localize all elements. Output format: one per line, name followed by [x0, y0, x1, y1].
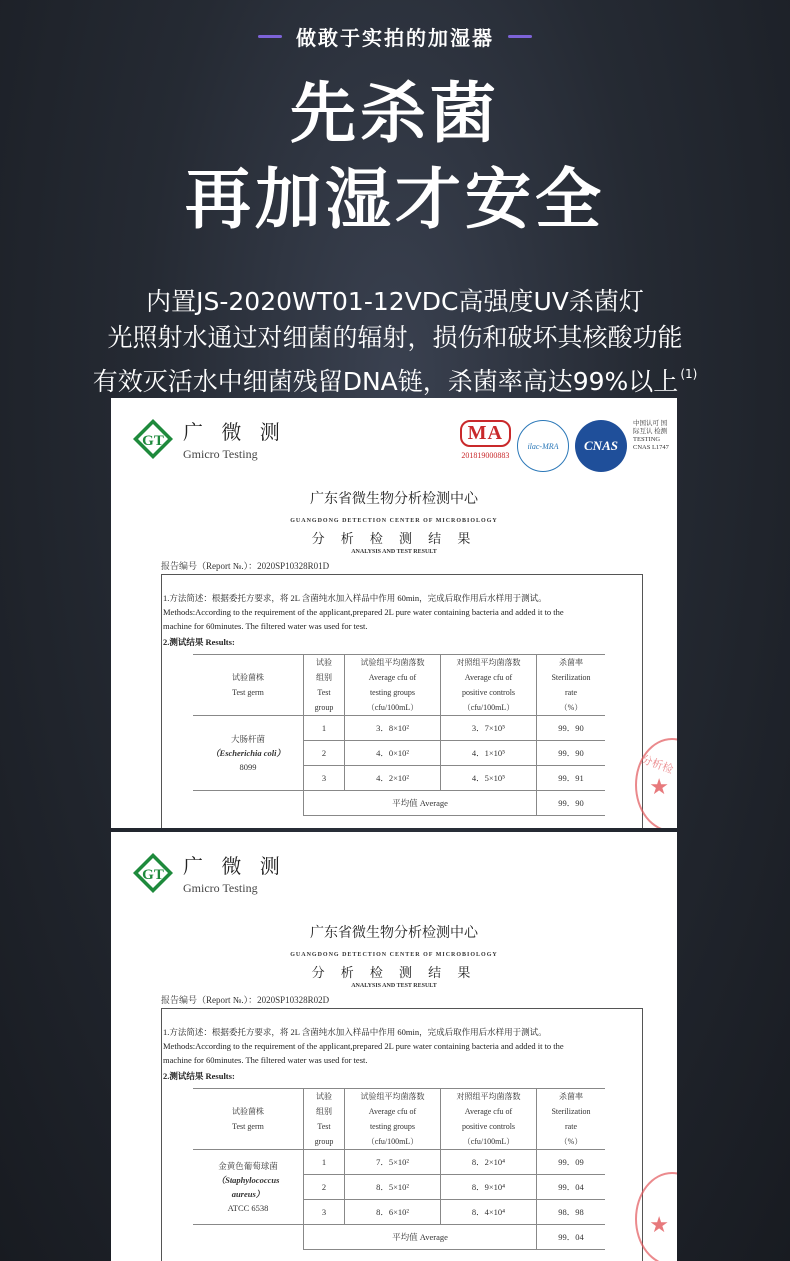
tagline [0, 18, 790, 54]
report-number: 报告编号（Report №.）：2020SP10328R01D [161, 561, 330, 571]
org-name-cn: 广东省微生物分析检测中心 [310, 491, 478, 507]
cell-control: 3．7×10⁵ [441, 716, 537, 741]
method-en-1: Methods:According to the requirement of the applicant,prepared 2L pure water containing bacteria and added it to the [163, 607, 564, 617]
header-control-group: 对照组平均菌落数 Average cfu of positive controls （cfu/100mL） [441, 655, 537, 716]
description-line-3-text: 有效灭活水中细菌残留DNA链，杀菌率高达99%以上 [92, 367, 679, 396]
header-test-group: 试验组平均菌落数 Average cfu of testing groups （cfu/100mL） [345, 655, 441, 716]
germ-cell: 金黄色葡萄球菌 （Staphylococcus aureus） ATCC 6538 [193, 1150, 304, 1225]
results-table [193, 654, 605, 816]
cell-control: 4．5×10⁵ [441, 766, 537, 791]
certification-marks [460, 420, 669, 472]
header-germ: 试验菌株 Test germ [193, 1089, 304, 1150]
gmicro-logo [131, 850, 286, 896]
tagline-text: 做敢于实拍的加湿器 [296, 25, 494, 50]
right-dash [508, 35, 532, 38]
cell-rate: 99．91 [537, 766, 606, 791]
table-row [193, 716, 605, 741]
method-cn: 1.方法简述：根据委托方要求，将 2L 含菌纯水加入样品中作用 60min，完成后取作用后水样用于测试。 [163, 1027, 547, 1037]
cell-test: 4．0×10² [345, 741, 441, 766]
cell-test: 8．5×10² [345, 1175, 441, 1200]
cell-rate: 98．98 [537, 1200, 606, 1225]
results-label: 2.测试结果 Results: [163, 1071, 235, 1081]
header-test-group: 试验组平均菌落数 Average cfu of testing groups （cfu/100mL） [345, 1089, 441, 1150]
cell-test: 4．2×10² [345, 766, 441, 791]
footnote-marker: (1) [680, 367, 698, 381]
stamp-star-icon: ★ [649, 1212, 669, 1237]
average-row [193, 1225, 605, 1250]
cell-rate: 99．09 [537, 1150, 606, 1175]
logo-cn: 广 微 测 [183, 854, 286, 878]
org-name-en: GUANGDONG DETECTION CENTER OF MICROBIOLOGY [290, 518, 498, 524]
cell-group: 1 [304, 1150, 345, 1175]
description-line-3 [0, 356, 790, 400]
cell-control: 8．9×10⁴ [441, 1175, 537, 1200]
results-table [193, 1088, 605, 1250]
average-label: 平均值 Average [304, 791, 537, 816]
header-control-group: 对照组平均菌落数 Average cfu of positive controls （cfu/100mL） [441, 1089, 537, 1150]
cell-test: 3．8×10² [345, 716, 441, 741]
headline-line-2: 再加湿才安全 [185, 161, 605, 238]
header-rate: 杀菌率 Sterilization rate （%） [537, 1089, 606, 1150]
method-cn: 1.方法简述：根据委托方要求，将 2L 含菌纯水加入样品中作用 60min，完成后取作用后水样用于测试。 [163, 593, 547, 603]
cell-control: 8．2×10⁴ [441, 1150, 537, 1175]
ilac-mra-icon: ilac-MRA [517, 420, 569, 472]
result-title-cn: 分 析 检 测 结 果 [311, 532, 477, 547]
cell-rate: 99．90 [537, 716, 606, 741]
germ-cell: 大肠杆菌 （Escherichia coli） 8099 [193, 716, 304, 791]
cell-test: 8．6×10² [345, 1200, 441, 1225]
cnas-text: 中国认可 国际互认 检测 TESTING CNAS L1747 [633, 420, 669, 451]
header-germ: 试验菌株 Test germ [193, 655, 304, 716]
cell-rate: 99．04 [537, 1175, 606, 1200]
header-rate: 杀菌率 Sterilization rate （%） [537, 655, 606, 716]
result-title-cn: 分 析 检 测 结 果 [311, 966, 477, 981]
method-en-1: Methods:According to the requirement of the applicant,prepared 2L pure water containing bacteria and added it to the [163, 1041, 564, 1051]
average-value: 99．04 [537, 1225, 606, 1250]
cell-group: 2 [304, 741, 345, 766]
gt-logo-icon [131, 851, 175, 895]
stamp-star-icon: ★ [649, 774, 669, 799]
header-group: 试验 组别 Test group [304, 655, 345, 716]
header-group: 试验 组别 Test group [304, 1089, 345, 1150]
svg-text:GT: GT [142, 867, 164, 883]
cma-icon: MA [460, 420, 511, 447]
table-header-row [193, 1089, 605, 1150]
cell-control: 4．1×10⁵ [441, 741, 537, 766]
test-report-1 [111, 398, 677, 828]
headline-line-1: 先杀菌 [290, 75, 500, 152]
org-name-en: GUANGDONG DETECTION CENTER OF MICROBIOLOGY [290, 952, 498, 958]
table-row [193, 1150, 605, 1175]
gt-logo-icon [131, 417, 175, 461]
result-title-en: ANALYSIS AND TEST RESULT [351, 549, 437, 555]
org-name-cn: 广东省微生物分析检测中心 [310, 925, 478, 941]
cma-mark [460, 420, 511, 460]
description-line-2: 光照射水通过对细菌的辐射，损伤和破坏其核酸功能 [107, 323, 683, 352]
cell-group: 1 [304, 716, 345, 741]
cell-control: 8．4×10⁴ [441, 1200, 537, 1225]
logo-en: Gmicro Testing [183, 447, 258, 461]
left-dash [258, 35, 282, 38]
average-label: 平均值 Average [304, 1225, 537, 1250]
cell-group: 3 [304, 766, 345, 791]
cell-test: 7．5×10² [345, 1150, 441, 1175]
svg-text:GT: GT [142, 433, 164, 449]
method-en-2: machine for 60minutes. The filtered water was used for test. [163, 1055, 368, 1065]
average-row [193, 791, 605, 816]
cell-group: 2 [304, 1175, 345, 1200]
test-report-2 [111, 832, 677, 1261]
cell-group: 3 [304, 1200, 345, 1225]
cell-rate: 99．90 [537, 741, 606, 766]
result-title-en: ANALYSIS AND TEST RESULT [351, 983, 437, 989]
logo-en: Gmicro Testing [183, 881, 258, 895]
logo-cn: 广 微 测 [183, 420, 286, 444]
description-line-1: 内置JS-2020WT01-12VDC高强度UV杀菌灯 [146, 287, 644, 316]
table-header-row [193, 655, 605, 716]
report-number: 报告编号（Report №.）：2020SP10328R02D [161, 995, 330, 1005]
gmicro-logo [131, 416, 286, 462]
cnas-icon: CNAS [575, 420, 627, 472]
results-label: 2.测试结果 Results: [163, 637, 235, 647]
method-en-2: machine for 60minutes. The filtered water was used for test. [163, 621, 368, 631]
stamp-text: 分析检 [639, 752, 676, 777]
average-value: 99．90 [537, 791, 606, 816]
cma-number: 201819000883 [461, 451, 510, 460]
